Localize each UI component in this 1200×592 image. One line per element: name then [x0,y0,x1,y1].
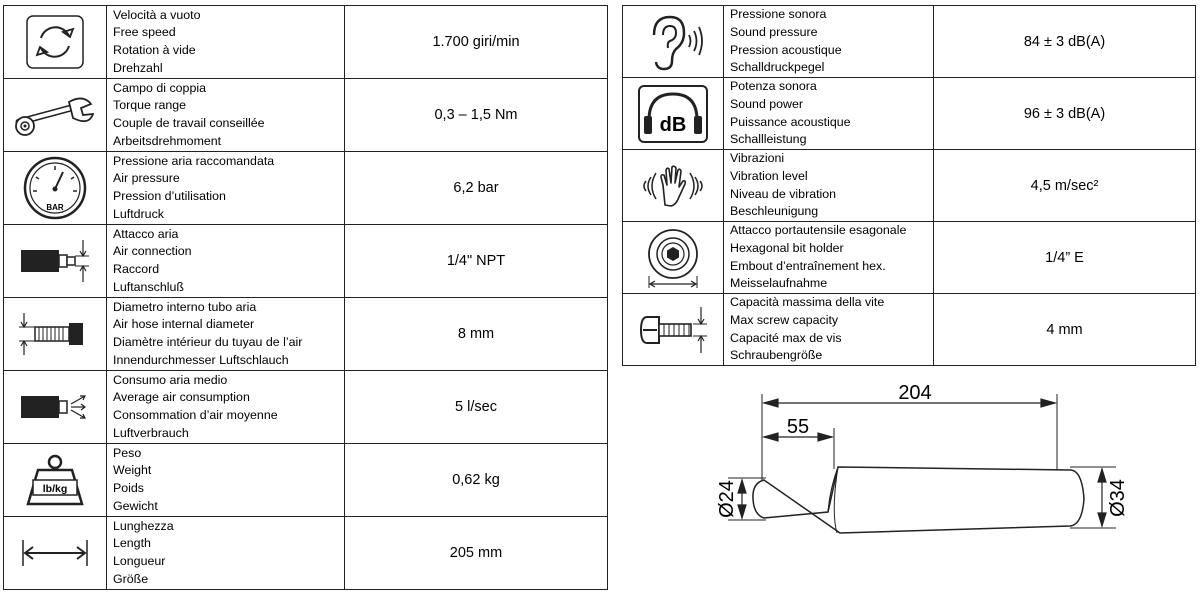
icon-cell [4,298,107,371]
spec-value: 0,3 – 1,5 Nm [345,79,608,152]
spec-value: 5 l/sec [345,371,608,444]
hex-bit-holder-icon [638,226,708,290]
spec-value: 84 ± 3 dB(A) [934,6,1196,78]
label-it: Velocità a vuoto [113,7,201,22]
label-it: Pressione aria raccomandata [113,153,275,168]
icon-cell [4,79,107,152]
label-de: Luftanschluß [113,279,184,294]
label-cell [724,294,934,366]
label-cell [107,6,345,79]
spec-row-air-connection [4,225,608,298]
gauge-unit-label: BAR [46,203,64,212]
label-en: Air connection [113,244,192,259]
label-it: Capacità massima della vite [730,295,885,310]
spec-row-hex-bit-holder [623,222,1196,294]
label-cell [724,150,934,222]
air-connection-icon [15,236,95,286]
icon-cell [623,222,724,294]
tool-dimension-drawing [700,372,1160,542]
icon-cell [4,517,107,590]
spec-value: 1/4” E [934,222,1196,294]
extension-lines [728,394,1116,528]
spec-row-weight [4,444,608,517]
label-en: Sound pressure [730,24,818,39]
spec-value: 4 mm [934,294,1196,366]
spec-value: 1/4" NPT [345,225,608,298]
label-it: Consumo aria medio [113,372,228,387]
spec-row-vibration [623,150,1196,222]
label-de: Gewicht [113,498,158,513]
icon-cell [623,150,724,222]
icon-cell [4,6,107,79]
label-cell [724,222,934,294]
label-de: Größe [113,571,149,586]
front-diameter-label: Ø24 [716,480,738,518]
length-arrow-icon [15,528,95,578]
right-spec-table [622,5,1196,366]
spec-row-sound-power [623,78,1196,150]
spec-row-air-consumption [4,371,608,444]
label-de: Luftverbrauch [113,425,189,440]
ear-sound-icon [640,11,706,73]
spec-row-sound-pressure [623,6,1196,78]
label-it: Vibrazioni [730,151,785,166]
label-fr: Embout d’entraînement hex. [730,258,886,273]
label-fr: Consommation d’air moyenne [113,408,278,422]
label-de: Luftdruck [113,206,164,221]
label-fr: Pression d’utilisation [113,189,226,203]
label-de: Innendurchmesser Luftschlauch [113,352,289,367]
label-cell [107,225,345,298]
weight-unit-label: lb/kg [42,483,68,495]
label-cell [107,444,345,517]
icon-cell [623,78,724,150]
grip-length-label: 55 [786,416,810,438]
label-en: Weight [113,463,152,478]
label-de: Schalldruckpegel [730,60,825,75]
air-consumption-icon [15,382,95,432]
overall-length-label: 204 [898,382,932,404]
label-it: Potenza sonora [730,79,817,94]
label-fr: Capacité max de vis [730,330,842,345]
spec-row-free-speed [4,6,608,79]
icon-cell [4,444,107,517]
label-fr: Niveau de vibration [730,186,837,201]
label-fr: Pression acoustique [730,42,842,57]
icon-cell [623,6,724,78]
label-fr: Rotation à vide [113,43,196,57]
hose-diameter-icon [15,309,95,359]
label-cell [107,152,345,225]
screw-capacity-icon [637,303,709,357]
weight-icon [22,452,88,508]
label-en: Hexagonal bit holder [730,240,844,255]
icon-cell [4,225,107,298]
label-de: Meisselaufnahme [730,276,828,291]
label-en: Free speed [113,25,176,40]
pressure-gauge-icon [22,155,88,221]
label-en: Average air consumption [113,390,250,405]
rotation-arrows-icon [25,14,85,70]
label-it: Pressione sonora [730,7,827,22]
label-cell [724,6,934,78]
spec-value: 8 mm [345,298,608,371]
label-en: Length [113,536,151,551]
label-cell [724,78,934,150]
left-spec-table [3,5,608,590]
wrench-icon [13,88,97,142]
label-de: Beschleunigung [730,204,819,219]
headphones-db-icon [637,84,709,144]
label-en: Air hose internal diameter [113,317,255,332]
db-label: dB [659,113,687,136]
spec-row-air-pressure [4,152,608,225]
spec-row-torque-range [4,79,608,152]
label-de: Schraubengröße [730,348,823,363]
label-fr: Longueur [113,554,166,568]
tool-outline [753,467,1084,533]
label-cell [107,79,345,152]
label-de: Schallleistung [730,132,807,147]
icon-cell [4,371,107,444]
label-en: Sound power [730,96,804,111]
label-cell [107,371,345,444]
label-it: Diametro interno tubo aria [113,299,257,314]
label-en: Max screw capacity [730,312,839,327]
label-fr: Puissance acoustique [730,114,851,129]
label-fr: Raccord [113,262,160,276]
spec-value: 205 mm [345,517,608,590]
spec-row-length [4,517,608,590]
spec-value: 4,5 m/sec² [934,150,1196,222]
icon-cell [4,152,107,225]
label-fr: Diamètre intérieur du tuyau de l’air [113,335,303,349]
rear-diameter-label: Ø34 [1107,479,1129,517]
spec-row-hose-diameter [4,298,608,371]
label-de: Arbeitsdrehmoment [113,133,222,148]
label-cell [107,298,345,371]
label-it: Attacco portautensile esagonale [730,223,907,238]
label-it: Lunghezza [113,518,174,533]
vibrating-hand-icon [638,161,708,211]
label-fr: Poids [113,481,144,495]
label-fr: Couple de travail conseillée [113,116,265,130]
spec-value: 6,2 bar [345,152,608,225]
label-en: Air pressure [113,171,180,186]
spec-value: 1.700 giri/min [345,6,608,79]
icon-cell [623,294,724,366]
label-it: Attacco aria [113,226,179,241]
spec-value: 96 ± 3 dB(A) [934,78,1196,150]
label-it: Peso [113,445,142,460]
label-en: Vibration level [730,168,808,183]
spec-value: 0,62 kg [345,444,608,517]
label-de: Drehzahl [113,60,163,75]
label-en: Torque range [113,98,187,113]
spec-row-screw-capacity [623,294,1196,366]
label-cell [107,517,345,590]
label-it: Campo di coppia [113,80,206,95]
